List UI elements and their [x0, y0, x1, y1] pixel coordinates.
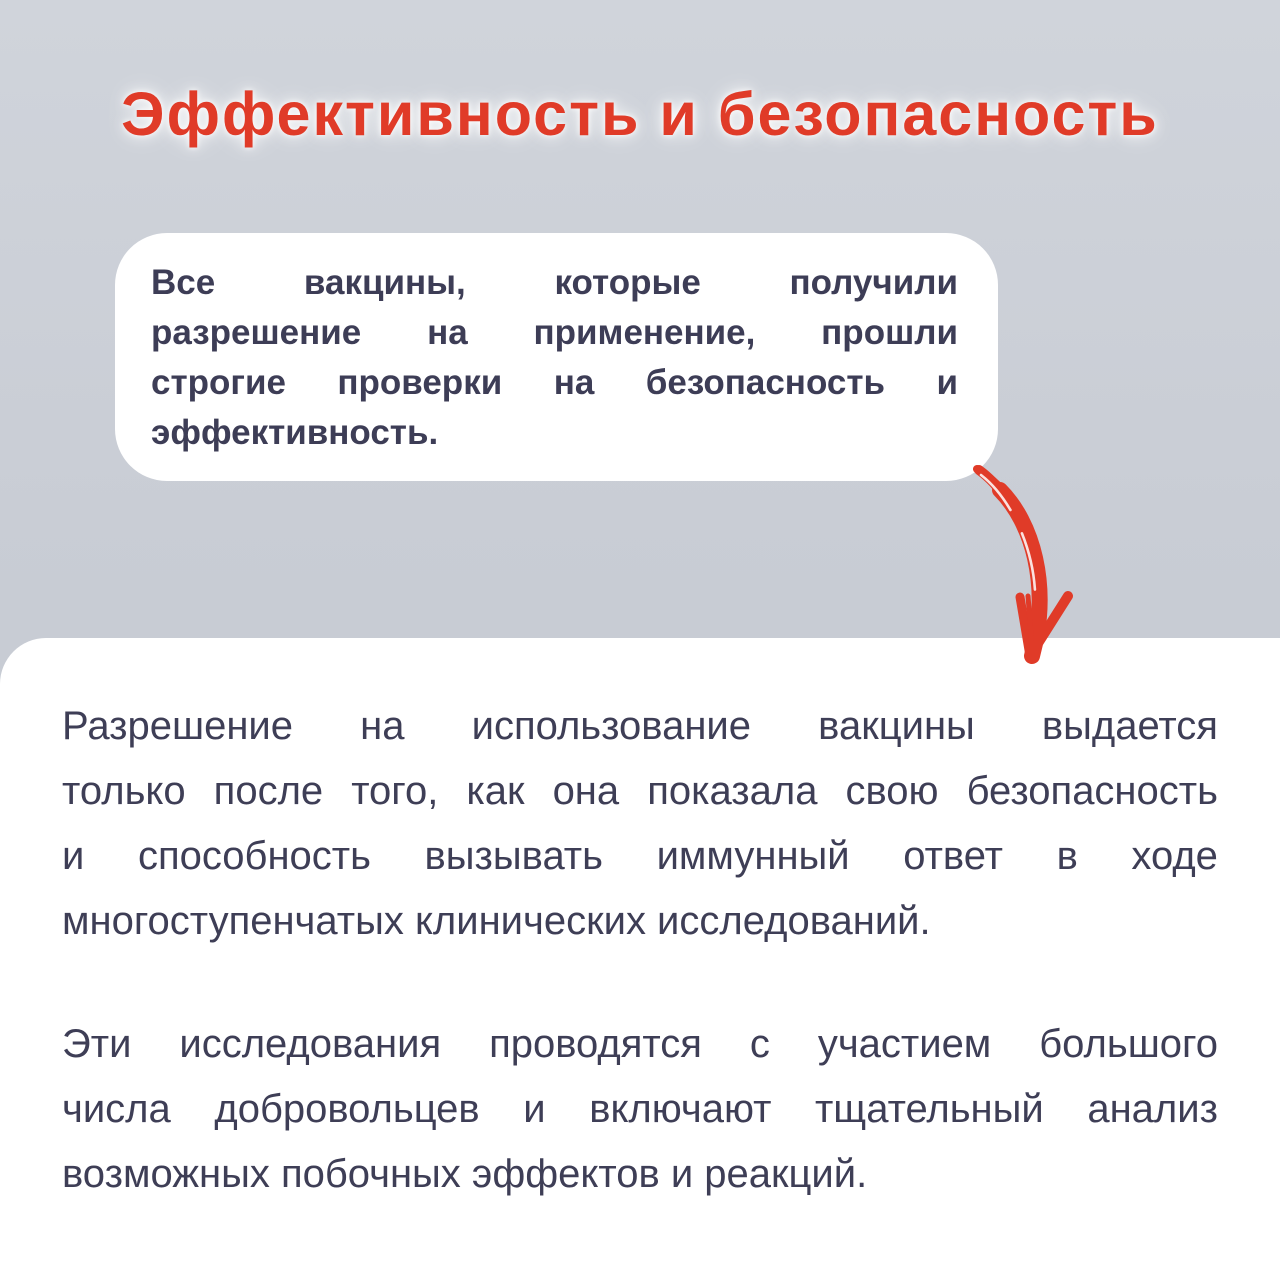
- page-title: Эффективность и безопасность: [121, 80, 1159, 148]
- intro-bubble: [115, 233, 998, 481]
- paragraph-approval: Разрешение на использование вакцины выдается только после того, как она показала свою безопасность и способность вызывать иммунный ответ в ходе многоступенчатых клинических исследований.: [62, 704, 1218, 943]
- content-panel: [0, 638, 1280, 1280]
- intro-bubble-text: Все вакцины, которые получили разрешение на применение, прошли строгие проверки на безопасность и эффективность.: [151, 263, 958, 452]
- paragraph-research: Эти исследования проводятся с участием большого числа добровольцев и включают тщательный анализ возможных побочных эффектов и реакций.: [62, 1022, 1218, 1196]
